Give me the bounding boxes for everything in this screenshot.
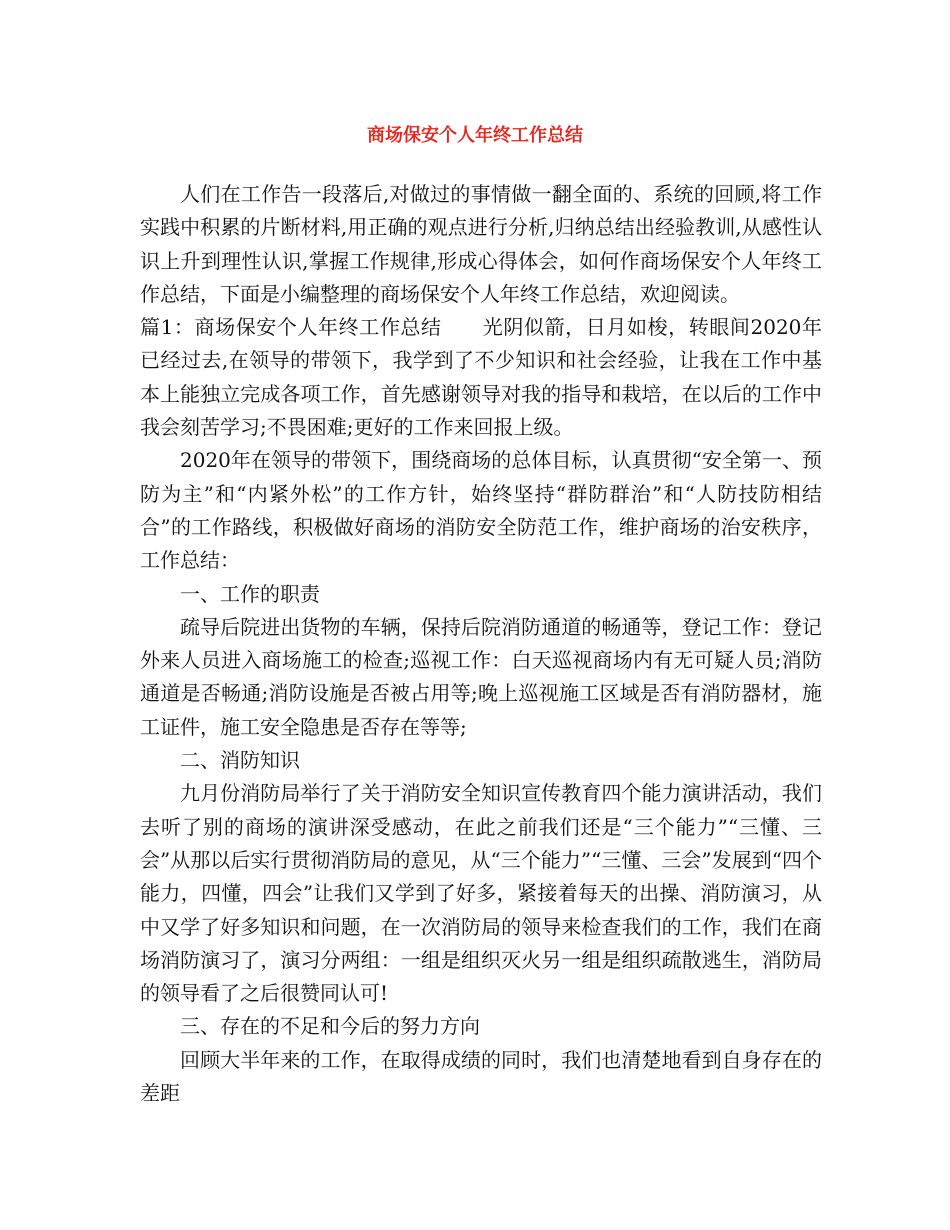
- document-title: 商场保安个人年终工作总结: [367, 125, 583, 146]
- paragraph-shortcomings: 回顾大半年来的工作，在取得成绩的同时，我们也清楚地看到自身存在的差距: [140, 1047, 822, 1106]
- paragraph-duties: 疏导后院进出货物的车辆，保持后院消防通道的畅通等，登记工作：登记外来人员进入商场施工的检查;巡视工作：白天巡视商场内有无可疑人员;消防通道是否畅通;消防设施是否被占用等;晚上巡视施工区域是否有消防器材，施工证件，施工安全隐患是否存在等等;: [140, 614, 822, 739]
- title-spacer: [140, 160, 822, 178]
- section-heading-duties: 一、工作的职责: [180, 581, 320, 606]
- section-heading-fire-knowledge: 二、消防知识: [180, 748, 300, 773]
- section-heading-shortcomings: 三、存在的不足和今后的努力方向: [180, 1014, 480, 1039]
- paragraph-article-1: 篇1：商场保安个人年终工作总结 光阴似箭，日月如梭，转眼间2020年已经过去,在领导的带领下，我学到了不少知识和社会经验，让我在工作中基本上能独立完成各项工作，首先感谢领导对我的指导和栽培，在以后的工作中我会刻苦学习;不畏困难;更好的工作来回报上级。: [140, 315, 822, 440]
- document-body: [140, 160, 822, 1110]
- paragraph-fire-knowledge: 九月份消防局举行了关于消防安全知识宣传教育四个能力演讲活动，我们去听了别的商场的演讲深受感动，在此之前我们还是“三个能力”“三懂、三会”从那以后实行贯彻消防局的意见，从“三个能力”“三懂、三会”发展到“四个能力，四懂，四会”让我们又学到了好多，紧接着每天的出操、消防演习，从中又学了好多知识和问题，在一次消防局的领导来检查我们的工作，我们在商场消防演习了，演习分两组：一组是组织灭火另一组是组织疏散逃生，消防局的领导看了之后很赞同认可!: [140, 781, 822, 1006]
- paragraph-2020-goals: 2020年在领导的带领下，围绕商场的总体目标，认真贯彻“安全第一、预防为主”和“内紧外松”的工作方针，始终坚持“群防群治”和“人防技防相结合”的工作路线，积极做好商场的消防安全防范工作，维护商场的治安秩序，工作总结：: [140, 448, 822, 573]
- paragraph-intro: 人们在工作告一段落后,对做过的事情做一翻全面的、系统的回顾,将工作实践中积累的片断材料,用正确的观点进行分析,归纳总结出经验教训,从感性认识上升到理性认识,掌握工作规律,形成心得体会，如何作商场保安个人年终工作总结，下面是小编整理的商场保安个人年终工作总结，欢迎阅读。: [140, 182, 822, 306]
